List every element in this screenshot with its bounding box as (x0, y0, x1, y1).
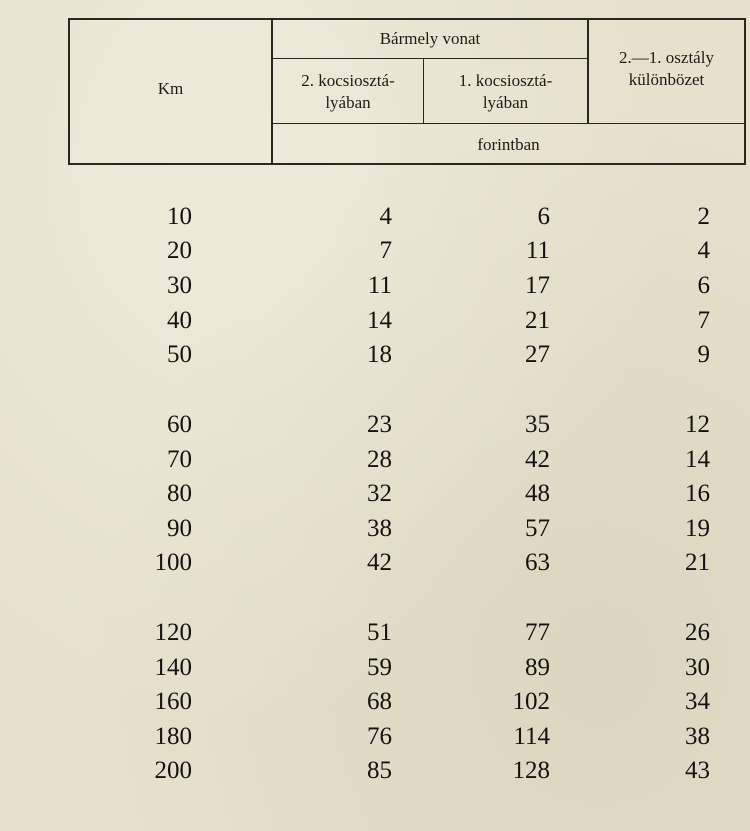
cell-km: 50 (167, 341, 192, 368)
cell-km: 60 (167, 411, 192, 438)
cell-second-class: 4 (379, 203, 392, 230)
cell-difference: 19 (685, 515, 710, 542)
table-row (0, 479, 750, 509)
cell-km: 10 (167, 203, 192, 230)
header-class-difference (589, 47, 744, 91)
header-unit-forint: forintban (477, 135, 540, 154)
header-rule-unit (271, 123, 746, 124)
table-row (0, 687, 750, 717)
table-row (0, 236, 750, 266)
header-second-class-line1: 2. kocsiosztá- (301, 71, 395, 90)
cell-first-class: 102 (512, 688, 550, 715)
header-second-class-line2: lyában (325, 93, 371, 112)
header-border-bottom (68, 163, 746, 165)
cell-difference: 14 (685, 446, 710, 473)
header-second-class (273, 70, 423, 114)
cell-first-class: 21 (525, 307, 550, 334)
cell-second-class: 32 (367, 480, 392, 507)
cell-difference: 12 (685, 411, 710, 438)
cell-first-class: 114 (513, 723, 550, 750)
header-border-top (68, 18, 746, 20)
cell-km: 90 (167, 515, 192, 542)
header-first-class-line2: lyában (482, 93, 529, 112)
header-class-difference-line1: 2.—1. osztály (619, 48, 714, 67)
table-row (0, 756, 750, 786)
cell-second-class: 28 (367, 446, 392, 473)
cell-km: 140 (154, 654, 192, 681)
cell-difference: 21 (685, 549, 710, 576)
table-row (0, 514, 750, 544)
table-row (0, 548, 750, 578)
cell-second-class: 76 (367, 723, 392, 750)
cell-km: 120 (154, 619, 192, 646)
cell-km: 30 (167, 272, 192, 299)
cell-difference: 6 (697, 272, 710, 299)
header-group-any-train: Bármely vonat (379, 29, 481, 48)
cell-second-class: 11 (367, 272, 392, 299)
cell-km: 180 (154, 723, 192, 750)
cell-first-class: 6 (537, 203, 550, 230)
cell-km: 200 (154, 757, 192, 784)
cell-difference: 16 (685, 480, 710, 507)
cell-first-class: 17 (525, 272, 550, 299)
cell-difference: 43 (685, 757, 710, 784)
cell-first-class: 57 (525, 515, 550, 542)
cell-second-class: 14 (367, 307, 392, 334)
cell-second-class: 42 (367, 549, 392, 576)
cell-first-class: 63 (525, 549, 550, 576)
cell-km: 20 (167, 237, 192, 264)
cell-second-class: 68 (367, 688, 392, 715)
cell-first-class: 128 (512, 757, 550, 784)
table-row (0, 722, 750, 752)
cell-difference: 4 (697, 237, 710, 264)
header-first-class-line1: 1. kocsiosztá- (458, 71, 553, 90)
header-km: Km (157, 79, 184, 98)
header-border-right (744, 18, 746, 165)
cell-second-class: 18 (367, 341, 392, 368)
cell-first-class: 27 (525, 341, 550, 368)
table-row (0, 202, 750, 232)
cell-difference: 2 (697, 203, 710, 230)
cell-difference: 30 (685, 654, 710, 681)
cell-second-class: 51 (367, 619, 392, 646)
table-row (0, 410, 750, 440)
table-row (0, 340, 750, 370)
cell-first-class: 48 (525, 480, 550, 507)
header-class-difference-line2: különbözet (628, 70, 705, 89)
cell-first-class: 11 (525, 237, 550, 264)
cell-first-class: 35 (525, 411, 550, 438)
cell-km: 70 (167, 446, 192, 473)
cell-difference: 26 (685, 619, 710, 646)
cell-second-class: 38 (367, 515, 392, 542)
cell-second-class: 23 (367, 411, 392, 438)
cell-difference: 34 (685, 688, 710, 715)
cell-difference: 7 (697, 307, 710, 334)
cell-first-class: 42 (525, 446, 550, 473)
cell-first-class: 89 (525, 654, 550, 681)
table-row (0, 653, 750, 683)
table-row (0, 306, 750, 336)
cell-second-class: 7 (379, 237, 392, 264)
table-row (0, 271, 750, 301)
cell-second-class: 59 (367, 654, 392, 681)
table-row (0, 618, 750, 648)
cell-difference: 38 (685, 723, 710, 750)
cell-km: 160 (154, 688, 192, 715)
cell-second-class: 85 (367, 757, 392, 784)
cell-km: 80 (167, 480, 192, 507)
cell-difference: 9 (697, 341, 710, 368)
cell-km: 100 (154, 549, 192, 576)
header-first-class (424, 70, 587, 114)
header-rule-group (271, 58, 588, 59)
cell-km: 40 (167, 307, 192, 334)
table-row (0, 445, 750, 475)
cell-first-class: 77 (525, 619, 550, 646)
